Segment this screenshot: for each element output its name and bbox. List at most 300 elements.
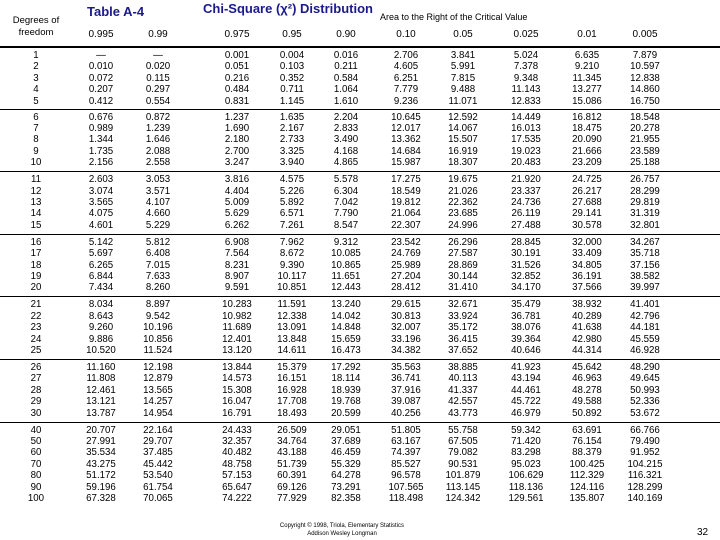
value-cell: 18.307 <box>448 157 478 169</box>
value-cell: 37.916 <box>391 384 421 396</box>
table-title: Chi-Square (χ²) Distribution <box>203 1 373 16</box>
table-row <box>0 50 720 61</box>
value-cell: 3.074 <box>88 185 114 197</box>
value-cell: 1.690 <box>224 122 250 134</box>
value-cell: 9.312 <box>333 236 359 248</box>
df-cell: 29 <box>30 396 42 408</box>
df-cell: 80 <box>30 470 42 482</box>
df-cell: 16 <box>30 236 42 248</box>
value-cell: 34.267 <box>630 236 660 248</box>
value-cell: 44.314 <box>572 344 602 356</box>
value-cell: 7.879 <box>632 50 658 61</box>
value-cell: 18.114 <box>331 373 361 385</box>
value-cell: 4.404 <box>224 185 250 197</box>
df-cell: 2 <box>33 61 39 73</box>
value-cell: 5.226 <box>279 185 305 197</box>
value-cell: 3.816 <box>224 174 250 186</box>
value-cell: 124.116 <box>569 481 605 493</box>
value-cell: 1.635 <box>279 111 305 123</box>
value-cell: 51.172 <box>86 470 116 482</box>
area-label: Area to the Right of the Critical Value <box>380 12 528 22</box>
value-cell: 42.557 <box>448 396 478 408</box>
value-cell: 2.603 <box>88 174 114 186</box>
value-cell: 4.107 <box>145 196 171 208</box>
value-cell: 34.382 <box>391 344 421 356</box>
value-cell: 6.262 <box>224 219 250 231</box>
table-row <box>0 385 720 396</box>
value-cell: 46.459 <box>331 447 361 459</box>
row-group <box>0 46 720 110</box>
value-cell: 22.307 <box>391 219 421 231</box>
value-cell: 74.222 <box>222 492 252 504</box>
value-cell: 11.143 <box>511 84 541 96</box>
value-cell: 69.126 <box>277 481 307 493</box>
df-cell: 14 <box>30 208 42 220</box>
value-cell: 0.016 <box>333 50 359 61</box>
value-cell: 14.449 <box>511 111 541 123</box>
value-cell: 20.707 <box>86 424 116 436</box>
value-cell: 8.547 <box>333 219 359 231</box>
value-cell: 26.509 <box>277 424 307 436</box>
value-cell: 19.675 <box>448 174 478 186</box>
value-cell: 43.194 <box>511 373 541 385</box>
value-cell: 0.010 <box>88 61 114 73</box>
value-cell: 51.805 <box>391 424 421 436</box>
value-cell: 118.498 <box>388 492 424 504</box>
table-row <box>0 123 720 134</box>
value-cell: 19.812 <box>391 196 421 208</box>
value-cell: 16.812 <box>572 111 602 123</box>
value-cell: 1.064 <box>333 84 359 96</box>
value-cell: 21.026 <box>448 185 478 197</box>
value-cell: 1.145 <box>279 95 305 107</box>
df-cell: 28 <box>30 384 42 396</box>
value-cell: 31.526 <box>511 259 541 271</box>
value-cell: 3.325 <box>279 145 305 157</box>
value-cell: 13.844 <box>222 362 252 373</box>
value-cell: 116.321 <box>627 470 663 482</box>
value-cell: 37.485 <box>143 447 173 459</box>
value-cell: 40.289 <box>572 310 602 322</box>
value-cell: 29.819 <box>630 196 660 208</box>
value-cell: 13.848 <box>277 333 307 345</box>
value-cell: 48.290 <box>630 362 660 373</box>
value-cell: 19.768 <box>331 396 361 408</box>
value-cell: 16.047 <box>222 396 252 408</box>
value-cell: 4.605 <box>393 61 419 73</box>
value-cell: 7.564 <box>224 248 250 260</box>
value-cell: 34.764 <box>277 435 307 447</box>
row-group <box>0 234 720 297</box>
df-cell: 8 <box>33 134 39 146</box>
value-cell: 31.319 <box>630 208 660 220</box>
table-row <box>0 459 720 470</box>
column-header-0-95: 0.95 <box>282 29 302 40</box>
value-cell: 2.558 <box>145 157 171 169</box>
value-cell: 28.299 <box>630 185 660 197</box>
value-cell: 79.490 <box>630 435 660 447</box>
value-cell: 59.342 <box>511 424 541 436</box>
value-cell: 14.954 <box>143 407 173 419</box>
value-cell: 6.251 <box>393 72 419 84</box>
value-cell: 6.304 <box>333 185 359 197</box>
value-cell: 3.571 <box>145 185 171 197</box>
value-cell: 2.204 <box>333 111 359 123</box>
value-cell: 0.872 <box>145 111 171 123</box>
row-group <box>0 171 720 234</box>
value-cell: 70.065 <box>143 492 173 504</box>
value-cell: 10.645 <box>391 111 421 123</box>
value-cell: 40.113 <box>448 373 478 385</box>
value-cell: 3.247 <box>224 157 250 169</box>
value-cell: 6.844 <box>88 270 114 282</box>
value-cell: 13.240 <box>331 299 361 311</box>
value-cell: 2.700 <box>224 145 250 157</box>
value-cell: 55.329 <box>331 458 361 470</box>
table-id: Table A-4 <box>87 4 145 19</box>
column-header-0-025: 0.025 <box>513 29 539 40</box>
value-cell: 36.191 <box>572 270 602 282</box>
table-row <box>0 373 720 384</box>
value-cell: 35.172 <box>448 322 478 334</box>
value-cell: 14.611 <box>277 344 307 356</box>
value-cell: 0.989 <box>88 122 114 134</box>
value-cell: 95.023 <box>511 458 541 470</box>
value-cell: 11.689 <box>222 322 252 334</box>
value-cell: 12.443 <box>331 282 361 294</box>
value-cell: 24.996 <box>448 219 478 231</box>
value-cell: 5.697 <box>88 248 114 260</box>
value-cell: 46.928 <box>630 344 660 356</box>
value-cell: 113.145 <box>445 481 481 493</box>
value-cell: 15.987 <box>391 157 421 169</box>
df-cell: 6 <box>33 111 39 123</box>
table-row <box>0 260 720 271</box>
value-cell: 48.758 <box>222 458 252 470</box>
value-cell: 40.482 <box>222 447 252 459</box>
column-header-0-90: 0.90 <box>336 29 356 40</box>
table-row <box>0 208 720 219</box>
df-cell: 90 <box>30 481 42 493</box>
value-cell: 24.736 <box>511 196 541 208</box>
value-cell: 17.275 <box>391 174 421 186</box>
value-cell: 3.841 <box>450 50 476 61</box>
table-row <box>0 186 720 197</box>
value-cell: 1.610 <box>333 95 359 107</box>
value-cell: 7.261 <box>279 219 305 231</box>
value-cell: 26.296 <box>448 236 478 248</box>
value-cell: 21.064 <box>391 208 421 220</box>
value-cell: 16.750 <box>630 95 660 107</box>
value-cell: 6.571 <box>279 208 305 220</box>
value-cell: 9.236 <box>393 95 419 107</box>
value-cell: 52.336 <box>630 396 660 408</box>
value-cell: 88.379 <box>572 447 602 459</box>
table-row <box>0 174 720 185</box>
value-cell: 1.735 <box>88 145 114 157</box>
value-cell: 8.260 <box>145 282 171 294</box>
value-cell: 8.034 <box>88 299 114 311</box>
value-cell: 112.329 <box>569 470 605 482</box>
value-cell: 36.741 <box>391 373 421 385</box>
value-cell: 67.328 <box>86 492 116 504</box>
value-cell: 46.963 <box>572 373 602 385</box>
table-row <box>0 84 720 95</box>
table-row <box>0 334 720 345</box>
value-cell: 27.991 <box>86 435 116 447</box>
value-cell: 104.215 <box>627 458 663 470</box>
value-cell: — <box>96 50 106 61</box>
table-row <box>0 134 720 145</box>
value-cell: 32.007 <box>391 322 421 334</box>
value-cell: 33.409 <box>572 248 602 260</box>
value-cell: 0.352 <box>279 72 305 84</box>
df-cell: 18 <box>30 259 42 271</box>
table-row <box>0 146 720 157</box>
df-cell: 50 <box>30 435 42 447</box>
value-cell: 49.588 <box>572 396 602 408</box>
value-cell: 53.672 <box>630 407 660 419</box>
value-cell: 0.484 <box>224 84 250 96</box>
value-cell: 5.229 <box>145 219 171 231</box>
value-cell: 67.505 <box>448 435 478 447</box>
value-cell: 22.164 <box>143 424 173 436</box>
value-cell: 65.647 <box>222 481 252 493</box>
value-cell: 16.013 <box>511 122 541 134</box>
value-cell: 2.156 <box>88 157 114 169</box>
value-cell: 100.425 <box>569 458 605 470</box>
df-cell: 1 <box>33 50 39 61</box>
value-cell: 10.982 <box>222 310 252 322</box>
value-cell: 44.181 <box>630 322 660 334</box>
value-cell: 27.488 <box>511 219 541 231</box>
value-cell: 32.000 <box>572 236 602 248</box>
value-cell: 12.592 <box>448 111 478 123</box>
value-cell: 3.940 <box>279 157 305 169</box>
value-cell: 16.928 <box>277 384 307 396</box>
value-cell: 44.461 <box>511 384 541 396</box>
column-header-0-10: 0.10 <box>396 29 416 40</box>
value-cell: 4.575 <box>279 174 305 186</box>
value-cell: 30.191 <box>511 248 541 260</box>
value-cell: 14.042 <box>331 310 361 322</box>
table-row <box>0 220 720 231</box>
value-cell: 128.299 <box>627 481 663 493</box>
value-cell: 30.144 <box>448 270 478 282</box>
df-cell: 5 <box>33 95 39 107</box>
value-cell: 0.676 <box>88 111 114 123</box>
value-cell: 24.433 <box>222 424 252 436</box>
df-cell: 26 <box>30 362 42 373</box>
value-cell: 31.410 <box>448 282 478 294</box>
value-cell: 28.845 <box>511 236 541 248</box>
value-cell: 10.085 <box>331 248 361 260</box>
value-cell: 5.629 <box>224 208 250 220</box>
copyright-line-1: Copyright © 1998, Triola, Elementary Statistics <box>279 523 405 529</box>
value-cell: 11.591 <box>277 299 307 311</box>
value-cell: 14.067 <box>448 122 478 134</box>
value-cell: 16.791 <box>222 407 252 419</box>
value-cell: 9.210 <box>574 61 600 73</box>
value-cell: 12.461 <box>86 384 116 396</box>
value-cell: 6.265 <box>88 259 114 271</box>
value-cell: 10.856 <box>143 333 173 345</box>
value-cell: 26.119 <box>511 208 541 220</box>
value-cell: 3.490 <box>333 134 359 146</box>
value-cell: 37.652 <box>448 344 478 356</box>
value-cell: 21.666 <box>572 145 602 157</box>
column-header-0-005: 0.005 <box>632 29 658 40</box>
value-cell: 140.169 <box>627 492 663 504</box>
table-row <box>0 248 720 259</box>
value-cell: 24.725 <box>572 174 602 186</box>
df-cell: 15 <box>30 219 42 231</box>
value-cell: 36.781 <box>511 310 541 322</box>
value-cell: 135.807 <box>569 492 605 504</box>
value-cell: 7.042 <box>333 196 359 208</box>
table-row <box>0 311 720 322</box>
value-cell: 24.769 <box>391 248 421 260</box>
df-cell: 21 <box>30 299 42 311</box>
value-cell: 5.578 <box>333 174 359 186</box>
value-cell: 7.434 <box>88 282 114 294</box>
value-cell: 45.642 <box>572 362 602 373</box>
value-cell: 18.548 <box>630 111 660 123</box>
value-cell: 5.892 <box>279 196 305 208</box>
value-cell: 14.848 <box>331 322 361 334</box>
value-cell: 43.275 <box>86 458 116 470</box>
value-cell: 15.308 <box>222 384 252 396</box>
value-cell: 8.231 <box>224 259 250 271</box>
table-row <box>0 447 720 458</box>
value-cell: 38.076 <box>511 322 541 334</box>
value-cell: 20.090 <box>572 134 602 146</box>
value-cell: 79.082 <box>448 447 478 459</box>
value-cell: 43.188 <box>277 447 307 459</box>
value-cell: 23.685 <box>448 208 478 220</box>
value-cell: 10.117 <box>277 270 307 282</box>
value-cell: 19.023 <box>511 145 541 157</box>
value-cell: 34.805 <box>572 259 602 271</box>
value-cell: 11.071 <box>448 95 478 107</box>
value-cell: 35.479 <box>511 299 541 311</box>
value-cell: 7.962 <box>279 236 305 248</box>
df-cell: 70 <box>30 458 42 470</box>
value-cell: 36.415 <box>448 333 478 345</box>
table-row <box>0 396 720 407</box>
value-cell: 28.412 <box>391 282 421 294</box>
value-cell: 5.991 <box>450 61 476 73</box>
value-cell: 4.660 <box>145 208 171 220</box>
value-cell: 28.869 <box>448 259 478 271</box>
column-header-0-01: 0.01 <box>577 29 597 40</box>
value-cell: 106.629 <box>508 470 544 482</box>
value-cell: 0.072 <box>88 72 114 84</box>
value-cell: 40.256 <box>391 407 421 419</box>
value-cell: 26.217 <box>572 185 602 197</box>
value-cell: 0.207 <box>88 84 114 96</box>
value-cell: 7.015 <box>145 259 171 271</box>
value-cell: 25.188 <box>630 157 660 169</box>
value-cell: 46.979 <box>511 407 541 419</box>
value-cell: 12.338 <box>277 310 307 322</box>
value-cell: 29.707 <box>143 435 173 447</box>
value-cell: 12.198 <box>143 362 173 373</box>
value-cell: 10.283 <box>222 299 252 311</box>
value-cell: 13.120 <box>222 344 252 356</box>
value-cell: 10.597 <box>630 61 660 73</box>
value-cell: 17.292 <box>331 362 361 373</box>
value-cell: 8.897 <box>145 299 171 311</box>
value-cell: 11.160 <box>86 362 116 373</box>
value-cell: 8.907 <box>224 270 250 282</box>
df-cell: 23 <box>30 322 42 334</box>
value-cell: 23.337 <box>511 185 541 197</box>
value-cell: 0.554 <box>145 95 171 107</box>
value-cell: 64.278 <box>331 470 361 482</box>
table-row <box>0 408 720 419</box>
value-cell: 13.091 <box>277 322 307 334</box>
value-cell: 7.378 <box>513 61 539 73</box>
value-cell: 45.442 <box>143 458 173 470</box>
value-cell: 1.646 <box>145 134 171 146</box>
value-cell: 0.211 <box>334 61 358 73</box>
value-cell: 14.684 <box>391 145 421 157</box>
value-cell: 30.578 <box>572 219 602 231</box>
value-cell: 118.136 <box>508 481 544 493</box>
value-cell: 57.153 <box>222 470 252 482</box>
table-row <box>0 237 720 248</box>
table-row <box>0 96 720 107</box>
table-row <box>0 299 720 310</box>
value-cell: 5.142 <box>88 236 114 248</box>
value-cell: 9.260 <box>88 322 114 334</box>
value-cell: 6.408 <box>145 248 171 260</box>
value-cell: 0.412 <box>88 95 114 107</box>
value-cell: 2.706 <box>393 50 419 61</box>
value-cell: 32.671 <box>448 299 478 311</box>
value-cell: 10.520 <box>86 344 116 356</box>
column-header-0-99: 0.99 <box>148 29 168 40</box>
df-cell: 17 <box>30 248 42 260</box>
value-cell: 18.549 <box>391 185 421 197</box>
value-cell: 76.154 <box>572 435 602 447</box>
value-cell: 23.542 <box>391 236 421 248</box>
value-cell: 50.892 <box>572 407 602 419</box>
value-cell: 15.379 <box>277 362 307 373</box>
value-cell: 51.739 <box>277 458 307 470</box>
value-cell: 34.170 <box>511 282 541 294</box>
value-cell: 9.542 <box>145 310 171 322</box>
value-cell: 32.801 <box>630 219 660 231</box>
value-cell: 0.115 <box>146 72 170 84</box>
value-cell: 12.833 <box>511 95 541 107</box>
value-cell: 23.209 <box>572 157 602 169</box>
value-cell: 27.204 <box>391 270 421 282</box>
value-cell: 11.524 <box>143 344 173 356</box>
value-cell: 27.688 <box>572 196 602 208</box>
column-header-0-05: 0.05 <box>453 29 473 40</box>
table-row <box>0 345 720 356</box>
df-cell: 22 <box>30 310 42 322</box>
value-cell: 21.955 <box>630 134 660 146</box>
df-cell: 19 <box>30 270 42 282</box>
df-cell: 13 <box>30 196 42 208</box>
value-cell: — <box>153 50 163 61</box>
table-row <box>0 482 720 493</box>
value-cell: 5.009 <box>224 196 250 208</box>
value-cell: 5.024 <box>513 50 539 61</box>
